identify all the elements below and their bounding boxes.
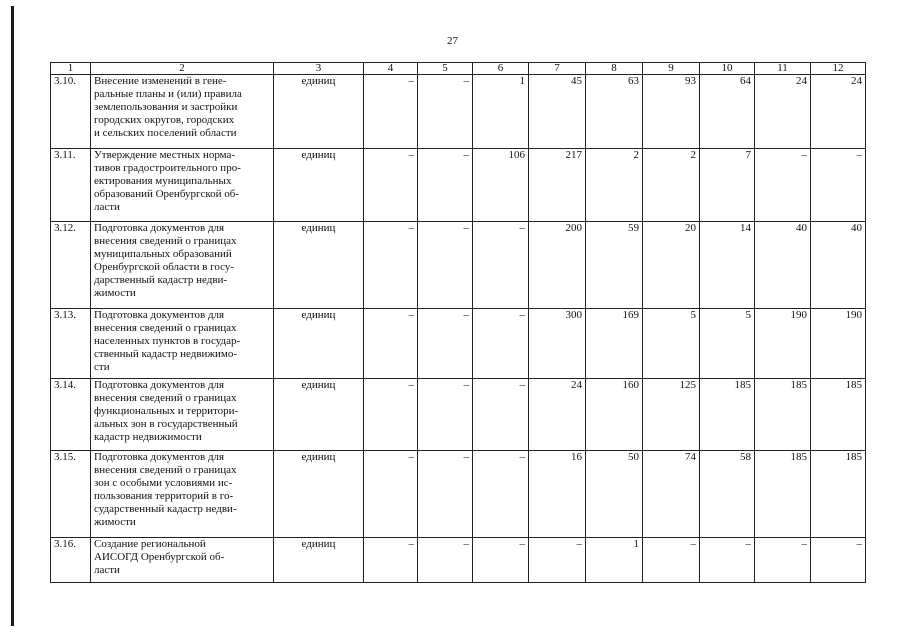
indicator-name-cell: [91, 75, 274, 149]
column-header: 2: [91, 63, 274, 75]
indicator-name-cell: [91, 379, 274, 451]
value-cell: 59: [586, 222, 643, 309]
value-cell: 1: [586, 538, 643, 583]
value-cell: –: [643, 538, 700, 583]
indicator-name-line: внесения сведений о границах: [94, 392, 237, 404]
indicator-name-line: ласти: [94, 201, 120, 213]
page-number: 27: [447, 35, 458, 47]
indicator-name-line: Создание региональной: [94, 538, 206, 550]
value-cell: 185: [700, 379, 755, 451]
value-cell: –: [418, 538, 473, 583]
unit-cell: единиц: [274, 451, 364, 538]
value-cell: 185: [811, 379, 866, 451]
indicator-name-line: ектирования муниципальных: [94, 175, 232, 187]
value-cell: 1: [473, 75, 529, 149]
value-cell: 106: [473, 149, 529, 222]
indicator-name-cell: [91, 149, 274, 222]
column-header: 3: [274, 63, 364, 75]
value-cell: –: [418, 451, 473, 538]
value-cell: 7: [700, 149, 755, 222]
value-cell: 125: [643, 379, 700, 451]
value-cell: –: [364, 75, 418, 149]
value-cell: 40: [811, 222, 866, 309]
value-cell: 20: [643, 222, 700, 309]
indicator-name-line: АИСОГД Оренбургской об-: [94, 551, 225, 563]
table-row: [51, 309, 866, 379]
value-cell: 190: [811, 309, 866, 379]
table-row: [51, 379, 866, 451]
indicator-name-line: Внесение изменений в гене-: [94, 75, 227, 87]
column-header: 12: [811, 63, 866, 75]
indicator-name-line: населенных пунктов в государ-: [94, 335, 241, 347]
indicator-name-line: сударственный кадастр недви-: [94, 503, 237, 515]
indicator-name-line: жимости: [94, 287, 136, 299]
indicator-name-line: городских округов, городских: [94, 114, 235, 126]
column-header: 7: [529, 63, 586, 75]
value-cell: –: [418, 379, 473, 451]
indicator-name-line: жимости: [94, 516, 136, 528]
row-number-cell: 3.11.: [51, 149, 91, 222]
value-cell: 185: [755, 451, 811, 538]
indicator-name-cell: [91, 309, 274, 379]
value-cell: 93: [643, 75, 700, 149]
indicator-name-line: ральные планы и (или) правила: [94, 88, 242, 100]
value-cell: 14: [700, 222, 755, 309]
value-cell: –: [473, 222, 529, 309]
value-cell: 2: [643, 149, 700, 222]
column-header: 5: [418, 63, 473, 75]
indicator-name-line: тивов градостроительного про-: [94, 162, 241, 174]
value-cell: 74: [643, 451, 700, 538]
value-cell: 45: [529, 75, 586, 149]
indicator-name-line: функциональных и территори-: [94, 405, 239, 417]
value-cell: –: [811, 538, 866, 583]
table-row: [51, 538, 866, 583]
value-cell: –: [811, 149, 866, 222]
value-cell: –: [364, 379, 418, 451]
value-cell: 2: [586, 149, 643, 222]
indicator-name-line: сти: [94, 361, 110, 373]
value-cell: 58: [700, 451, 755, 538]
unit-cell: единиц: [274, 149, 364, 222]
value-cell: –: [529, 538, 586, 583]
unit-cell: единиц: [274, 309, 364, 379]
value-cell: 50: [586, 451, 643, 538]
column-header: 1: [51, 63, 91, 75]
indicator-name-line: Подготовка документов для: [94, 222, 225, 234]
indicator-name-line: ственный кадастр недвижимо-: [94, 348, 238, 360]
unit-cell: единиц: [274, 379, 364, 451]
indicator-name-cell: [91, 451, 274, 538]
unit-cell: единиц: [274, 222, 364, 309]
value-cell: 5: [643, 309, 700, 379]
value-cell: –: [364, 222, 418, 309]
indicator-name-cell: [91, 222, 274, 309]
table-row: [51, 451, 866, 538]
value-cell: 24: [811, 75, 866, 149]
indicator-name-line: кадастр недвижимости: [94, 431, 202, 443]
indicator-name-line: образований Оренбургской об-: [94, 188, 240, 200]
column-header: 9: [643, 63, 700, 75]
column-header: 8: [586, 63, 643, 75]
row-number-cell: 3.16.: [51, 538, 91, 583]
value-cell: 300: [529, 309, 586, 379]
value-cell: 169: [586, 309, 643, 379]
value-cell: –: [364, 538, 418, 583]
value-cell: –: [755, 149, 811, 222]
indicator-name-cell: [91, 538, 274, 583]
row-number-cell: 3.15.: [51, 451, 91, 538]
value-cell: 217: [529, 149, 586, 222]
indicator-name-line: и сельских поселений области: [94, 127, 237, 139]
indicator-name-line: Оренбургской области в госу-: [94, 261, 235, 273]
indicator-name-line: Подготовка документов для: [94, 309, 225, 321]
column-header: 4: [364, 63, 418, 75]
indicator-name-line: ласти: [94, 564, 120, 576]
data-table: [50, 62, 866, 583]
column-header: 10: [700, 63, 755, 75]
value-cell: 63: [586, 75, 643, 149]
value-cell: 24: [529, 379, 586, 451]
indicator-name-line: землепользования и застройки: [94, 101, 238, 113]
value-cell: 185: [811, 451, 866, 538]
unit-cell: единиц: [274, 538, 364, 583]
table-row: [51, 149, 866, 222]
value-cell: –: [418, 75, 473, 149]
value-cell: –: [473, 309, 529, 379]
indicator-name-line: Подготовка документов для: [94, 451, 225, 463]
value-cell: 200: [529, 222, 586, 309]
value-cell: 40: [755, 222, 811, 309]
row-number-cell: 3.14.: [51, 379, 91, 451]
row-number-cell: 3.13.: [51, 309, 91, 379]
value-cell: 16: [529, 451, 586, 538]
value-cell: 24: [755, 75, 811, 149]
indicator-name-line: зон с особыми условиями ис-: [94, 477, 233, 489]
row-number-cell: 3.12.: [51, 222, 91, 309]
value-cell: –: [473, 379, 529, 451]
indicator-name-line: внесения сведений о границах: [94, 235, 237, 247]
value-cell: 190: [755, 309, 811, 379]
indicator-name-line: Утверждение местных норма-: [94, 149, 236, 161]
value-cell: –: [364, 309, 418, 379]
value-cell: 5: [700, 309, 755, 379]
value-cell: –: [418, 149, 473, 222]
indicator-name-line: дарственный кадастр недви-: [94, 274, 228, 286]
value-cell: –: [473, 538, 529, 583]
column-header: 6: [473, 63, 529, 75]
indicator-name-line: пользования территорий в го-: [94, 490, 234, 502]
value-cell: 185: [755, 379, 811, 451]
unit-cell: единиц: [274, 75, 364, 149]
value-cell: –: [364, 149, 418, 222]
value-cell: 160: [586, 379, 643, 451]
table-header-row: [51, 63, 866, 75]
table-row: [51, 222, 866, 309]
column-header: 11: [755, 63, 811, 75]
value-cell: –: [755, 538, 811, 583]
indicator-name-line: внесения сведений о границах: [94, 464, 237, 476]
value-cell: –: [700, 538, 755, 583]
value-cell: –: [473, 451, 529, 538]
value-cell: –: [418, 309, 473, 379]
indicator-name-line: внесения сведений о границах: [94, 322, 237, 334]
indicator-name-line: альных зон в государственный: [94, 418, 238, 430]
scan-edge-line: [11, 6, 14, 626]
value-cell: –: [364, 451, 418, 538]
table-row: [51, 75, 866, 149]
row-number-cell: 3.10.: [51, 75, 91, 149]
value-cell: 64: [700, 75, 755, 149]
indicator-name-line: муниципальных образований: [94, 248, 232, 260]
value-cell: –: [418, 222, 473, 309]
indicator-name-line: Подготовка документов для: [94, 379, 225, 391]
